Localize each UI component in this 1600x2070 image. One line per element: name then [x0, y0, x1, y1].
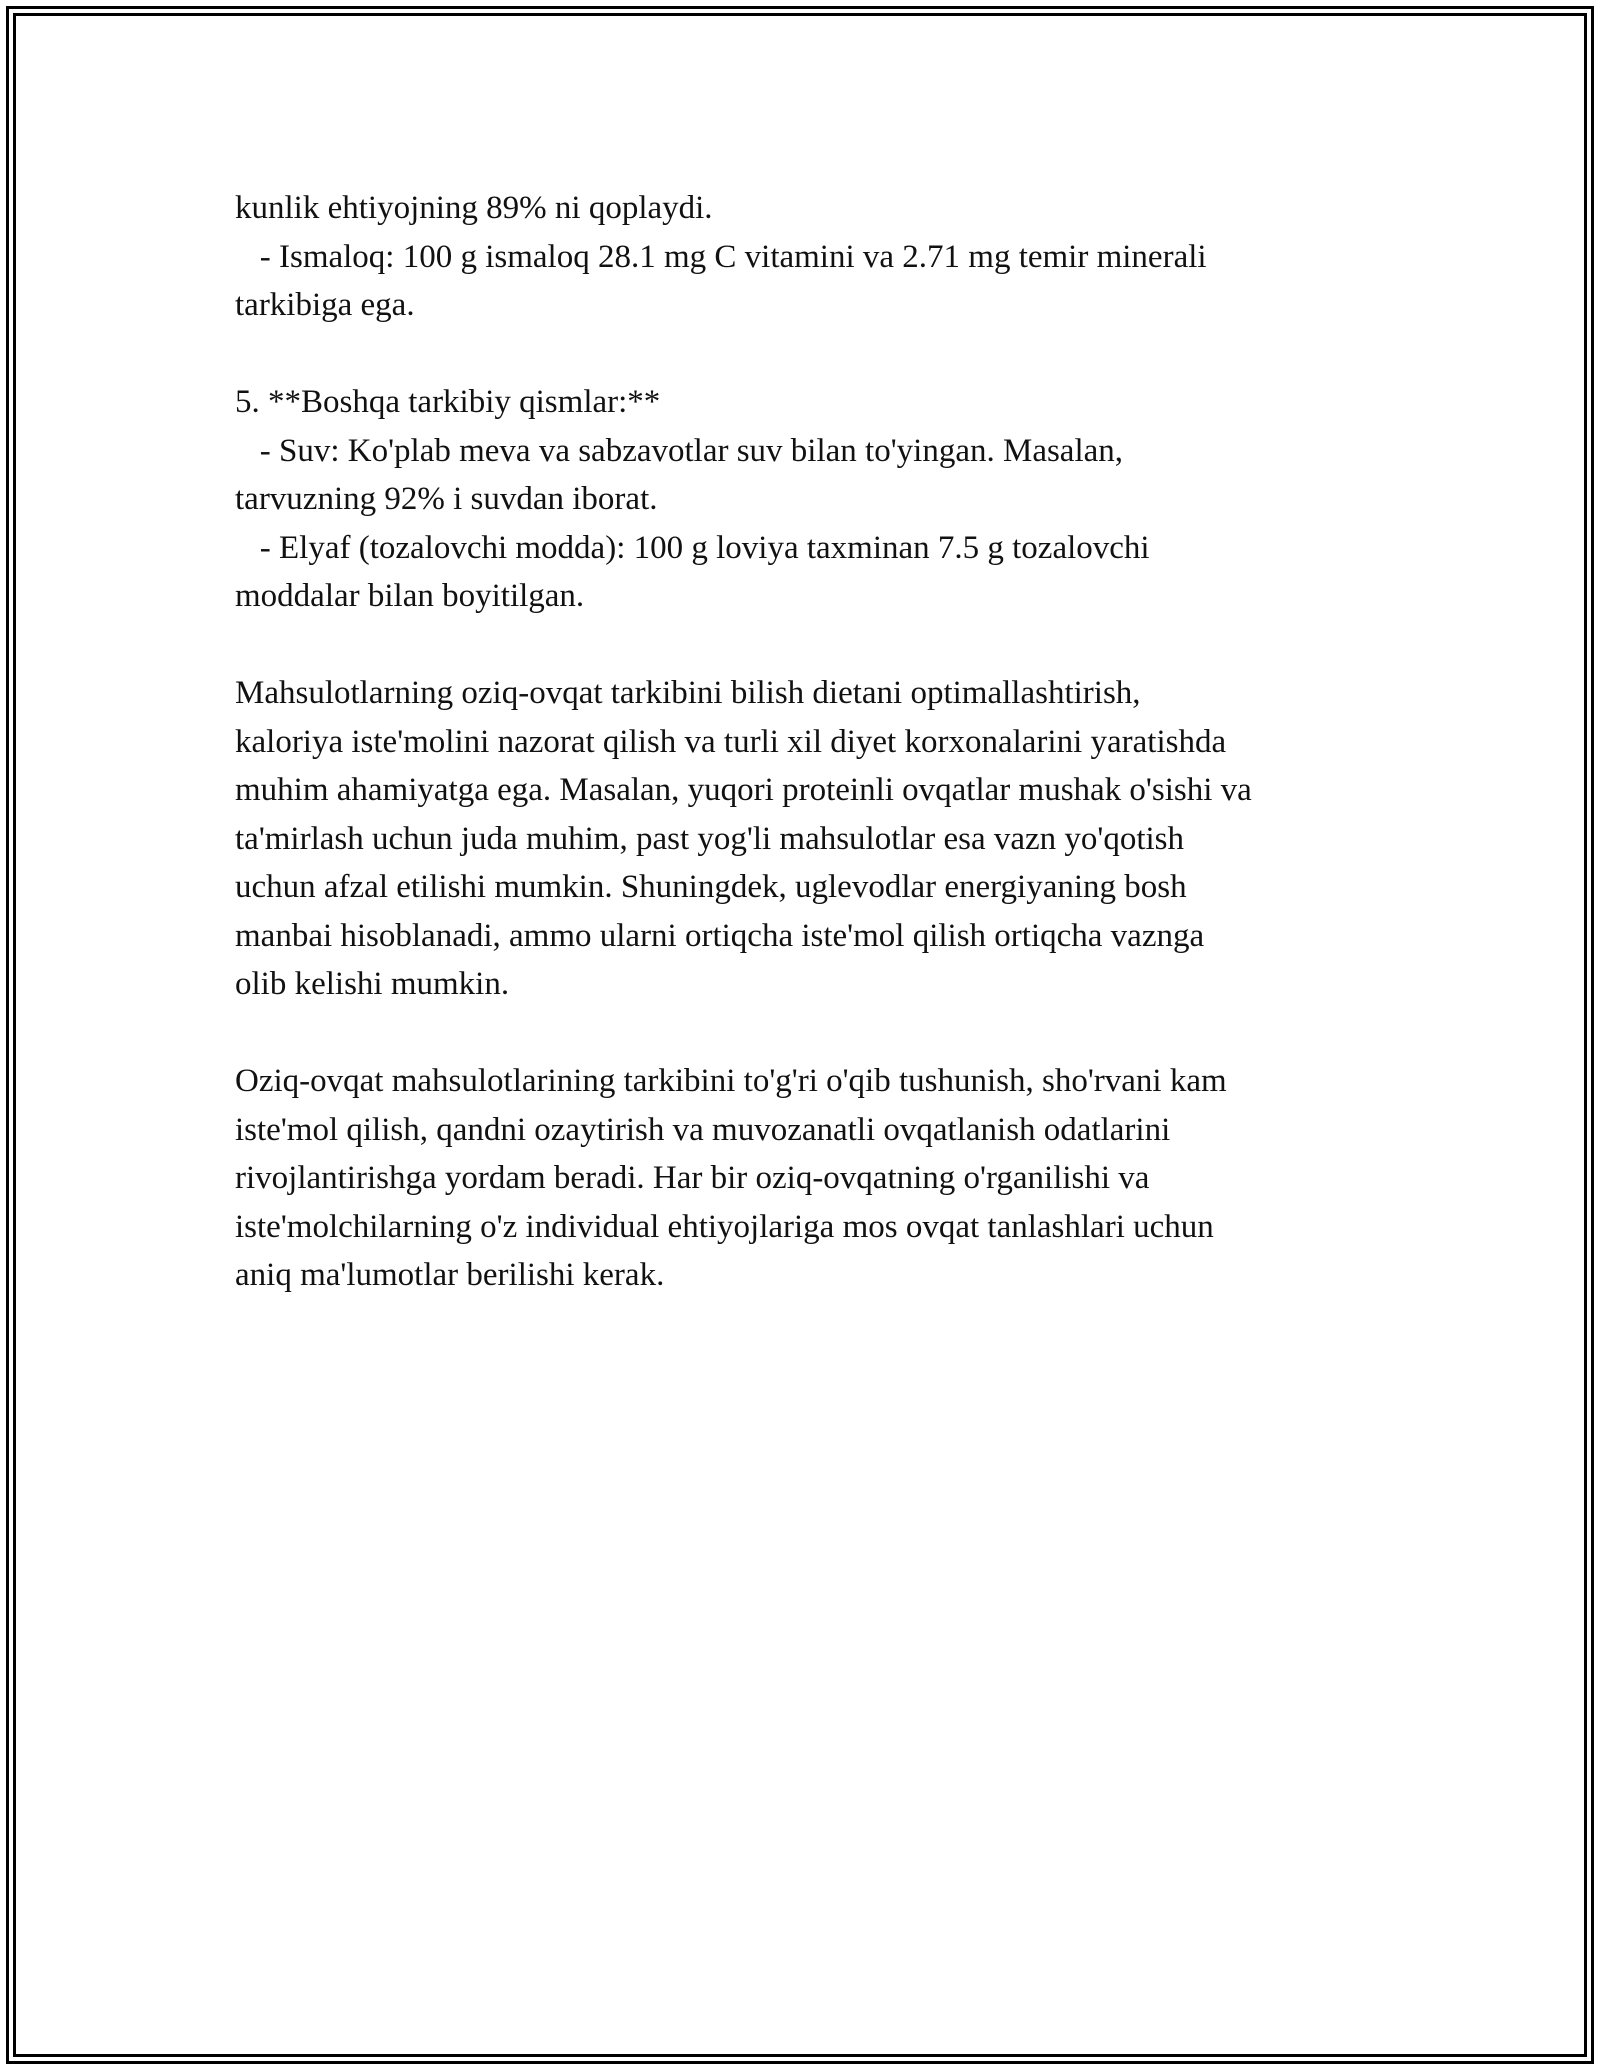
text-line: rivojlantirishga yordam beradi. Har bir oziq-ovqatning o'rganilishi va — [235, 1160, 1150, 1196]
text-line: Oziq-ovqat mahsulotlarining tarkibini to'g'ri o'qib tushunish, sho'rvani kam — [235, 1063, 1227, 1099]
paragraph-conclusion — [235, 1057, 1385, 1300]
text-line: tarkibiga ega. — [235, 287, 415, 323]
text-line: Mahsulotlarning oziq-ovqat tarkibini bilish dietani optimallashtirish, — [235, 675, 1141, 711]
section-heading: 5. **Boshqa tarkibiy qismlar:** — [235, 384, 661, 420]
text-line: - Ismaloq: 100 g ismaloq 28.1 mg C vitamini va 2.71 mg temir minerali — [235, 238, 1207, 275]
text-line: - Elyaf (tozalovchi modda): 100 g loviya taxminan 7.5 g tozalovchi — [235, 529, 1150, 566]
paragraph-gap — [235, 1009, 1385, 1058]
text-line: iste'mol qilish, qandni ozaytirish va muvozanatli ovqatlanish odatlarini — [235, 1111, 1171, 1148]
paragraph-other-components — [235, 378, 1385, 621]
text-line: aniq ma'lumotlar berilishi kerak. — [235, 1257, 665, 1293]
text-line: olib kelishi mumkin. — [235, 966, 510, 1002]
text-line: tarvuzning 92% i suvdan iborat. — [235, 481, 658, 517]
text-line: manbai hisoblanadi, ammo ularni ortiqcha iste'mol qilish ortiqcha vaznga — [235, 917, 1205, 954]
text-line: ta'mirlash uchun juda muhim, past yog'li mahsulotlar esa vazn yo'qotish — [235, 820, 1185, 857]
text-line: uchun afzal etilishi mumkin. Shuningdek, uglevodlar energiyaning bosh — [235, 869, 1187, 905]
text-line: kunlik ehtiyojning 89% ni qoplaydi. — [235, 190, 713, 226]
document-body — [235, 184, 1385, 1300]
text-line: iste'molchilarning o'z individual ehtiyojlariga mos ovqat tanlashlari uchun — [235, 1208, 1214, 1245]
text-line: - Suv: Ko'plab meva va sabzavotlar suv bilan to'yingan. Masalan, — [235, 432, 1124, 469]
paragraph-vitamins-tail — [235, 184, 1385, 330]
paragraph-importance — [235, 669, 1385, 1009]
paragraph-gap — [235, 330, 1385, 379]
text-line: kaloriya iste'molini nazorat qilish va turli xil diyet korxonalarini yaratishda — [235, 723, 1227, 760]
paragraph-gap — [235, 621, 1385, 670]
text-line: muhim ahamiyatga ega. Masalan, yuqori proteinli ovqatlar mushak o'sishi va — [235, 772, 1252, 808]
text-line: moddalar bilan boyitilgan. — [235, 578, 585, 614]
